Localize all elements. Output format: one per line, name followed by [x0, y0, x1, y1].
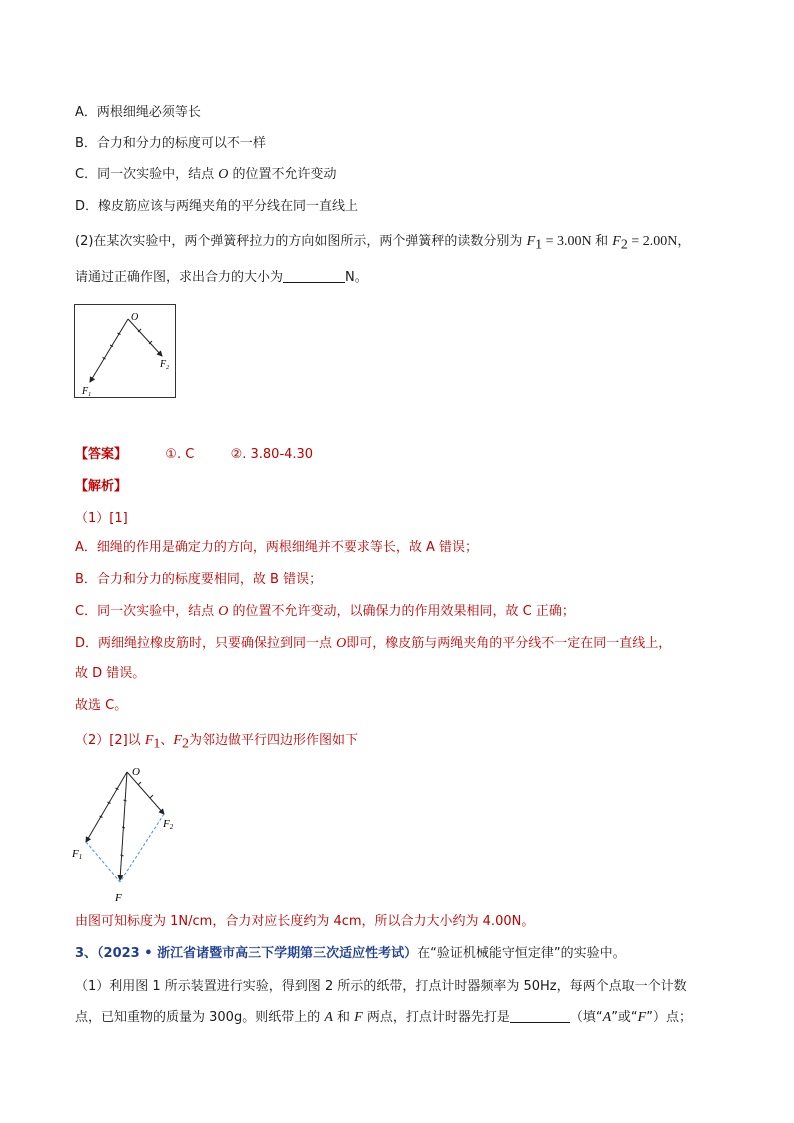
option-d	[75, 197, 358, 217]
analysis-d	[75, 634, 671, 654]
q2-l2-post: N。	[345, 270, 368, 285]
q3-l3-mid: 和	[332, 1010, 355, 1025]
q3-l3-post: （填“	[569, 1010, 603, 1025]
analysis-p1: （1）[1]	[75, 511, 128, 526]
fig2-f2-ticks	[138, 782, 153, 798]
q3-number: 3、	[75, 946, 98, 961]
analysis-conclusion: 由图可知标度为 1N/cm，合力对应长度约为 4cm，所以合力大小约为 4.00N。	[75, 914, 535, 929]
q2-f2-val: = 2.00N	[627, 234, 678, 249]
q3-l3-qa: A	[602, 1010, 612, 1025]
q2-f2-sub: 2	[620, 237, 628, 253]
analysis-p2-f2: F	[173, 733, 182, 748]
answer-label: 【答案】	[75, 447, 128, 462]
figure-1	[75, 305, 175, 397]
analysis-p2-f1-sub: 1	[153, 736, 161, 752]
option-b	[75, 134, 266, 154]
analysis-p2-post: 为邻边做平行四边形作图如下	[188, 733, 358, 748]
fig2-o-label: O	[132, 766, 140, 778]
f2-vector	[128, 319, 162, 356]
q2-f2-sym: F	[612, 234, 621, 249]
q3-l3-pre: 点，已知重物的质量为 300g。则纸带上的	[75, 1010, 325, 1025]
analysis-d2: 故 D 错误。	[75, 666, 146, 681]
figure-1-frame	[74, 304, 176, 398]
q2-end: ，	[677, 234, 691, 249]
fig2-f1-vector	[86, 772, 127, 842]
fig1-f2-label: $F_2$	[160, 359, 170, 371]
fig1-o-label: O	[131, 312, 139, 323]
f2-ticks	[138, 329, 152, 344]
f1-vector	[90, 319, 128, 382]
option-b-text: B．合力和分力的标度可以不一样	[75, 136, 266, 151]
analysis-p2-f2-sub: 2	[181, 736, 189, 752]
q3-l3-mid2: 两点，打点计时器先打是	[362, 1010, 510, 1025]
analysis-d-o: O	[336, 636, 347, 651]
option-c	[75, 165, 336, 185]
figure-2	[70, 760, 190, 910]
q3-header	[75, 944, 626, 964]
answer-1-num: ①	[165, 447, 177, 462]
option-a	[75, 103, 201, 123]
q2-and: 和	[595, 234, 613, 249]
q3-source: （2023 • 浙江省诸暨市高三下学期第三次适应性考试）	[97, 946, 418, 961]
option-c-o: O	[218, 167, 229, 182]
answer-line	[75, 445, 313, 465]
option-d-text: D．橡皮筋应该与两绳夹角的平分线在同一直线上	[75, 199, 359, 214]
q2-f1-val: = 3.00N	[542, 234, 596, 249]
f1-ticks	[103, 333, 121, 359]
fig2-dashed-f1-side	[86, 842, 120, 882]
answer-1-text: . C	[176, 447, 195, 462]
q2-line-1	[75, 232, 690, 256]
q3-line-3	[75, 1008, 692, 1028]
analysis-label: 【解析】	[75, 479, 128, 494]
analysis-b: B．合力和分力的标度要相同，故 B 错误；	[75, 572, 323, 587]
q2-l2-pre: 请通过正确作图，求出合力的大小为	[75, 270, 284, 285]
analysis-d-pre: D．两细绳拉橡皮筋时，只要确保拉到同一点	[75, 636, 337, 651]
q3-line-2: （1）利用图 1 所示装置进行实验，得到图 2 所示的纸带，打点计时器频率为 50Hz，每两个点取一个计数	[75, 979, 687, 994]
fig2-resultant-vector	[120, 772, 127, 880]
q3-l3-f: F	[354, 1010, 363, 1025]
q2-answer-blank[interactable]	[283, 268, 345, 283]
fig2-f2-label: F2	[163, 818, 174, 831]
option-a-text: A．两根细绳必须等长	[75, 105, 201, 120]
q2-f1-sym: F	[526, 234, 536, 249]
analysis-c-pre: C．同一次实验中，结点	[75, 604, 219, 619]
fig2-dashed-f2-side	[120, 814, 164, 882]
analysis-p2-pre: （2）[2]以	[75, 733, 145, 748]
q2-pre: (2)在某次实验中，两个弹簧秤拉力的方向如图所示，两个弹簧秤的读数分别为	[75, 234, 527, 249]
option-c-post: 的位置不允许变动	[228, 167, 337, 182]
q2-f1-sub: 1	[535, 237, 543, 253]
analysis-c	[75, 602, 575, 622]
analysis-c-post: 的位置不允许变动，以确保力的作用效果相同，故 C 正确；	[228, 604, 575, 619]
analysis-p2-f1: F	[144, 733, 154, 748]
fig2-f-label: F	[115, 892, 122, 904]
q3-l3-or: ”或“	[611, 1010, 638, 1025]
q3-intro: 在“验证机械能守恒定律”的实验中。	[417, 946, 626, 961]
option-c-pre: C．同一次实验中，结点	[75, 167, 219, 182]
analysis-c-o: O	[218, 604, 229, 619]
answer-2-num: ②	[230, 447, 243, 462]
q3-l3-end: ”）点；	[646, 1010, 692, 1025]
q3-answer-blank[interactable]	[510, 1008, 570, 1023]
analysis-p2-sep: 、	[160, 733, 174, 748]
fig2-f2-vector	[127, 772, 164, 814]
q3-l3-qf: F	[637, 1010, 647, 1025]
fig1-f1-label: $F_1$	[82, 386, 92, 397]
analysis-p2	[75, 731, 358, 755]
q3-l3-a: A	[324, 1010, 333, 1025]
q2-line-2	[75, 268, 368, 288]
analysis-d-post: 即可，橡皮筋与两绳夹角的平分线不一定在同一直线上，	[346, 636, 672, 651]
fig2-f1-ticks	[100, 788, 119, 818]
analysis-a: A．细绳的作用是确定力的方向，两根细绳并不要求等长，故 A 错误；	[75, 540, 479, 555]
fig2-f1-label: F1	[72, 848, 83, 861]
analysis-choose: 故选 C。	[75, 698, 128, 713]
answer-2-text: . 3.80-4.30	[242, 447, 314, 462]
fig2-resultant-ticks	[121, 800, 127, 856]
